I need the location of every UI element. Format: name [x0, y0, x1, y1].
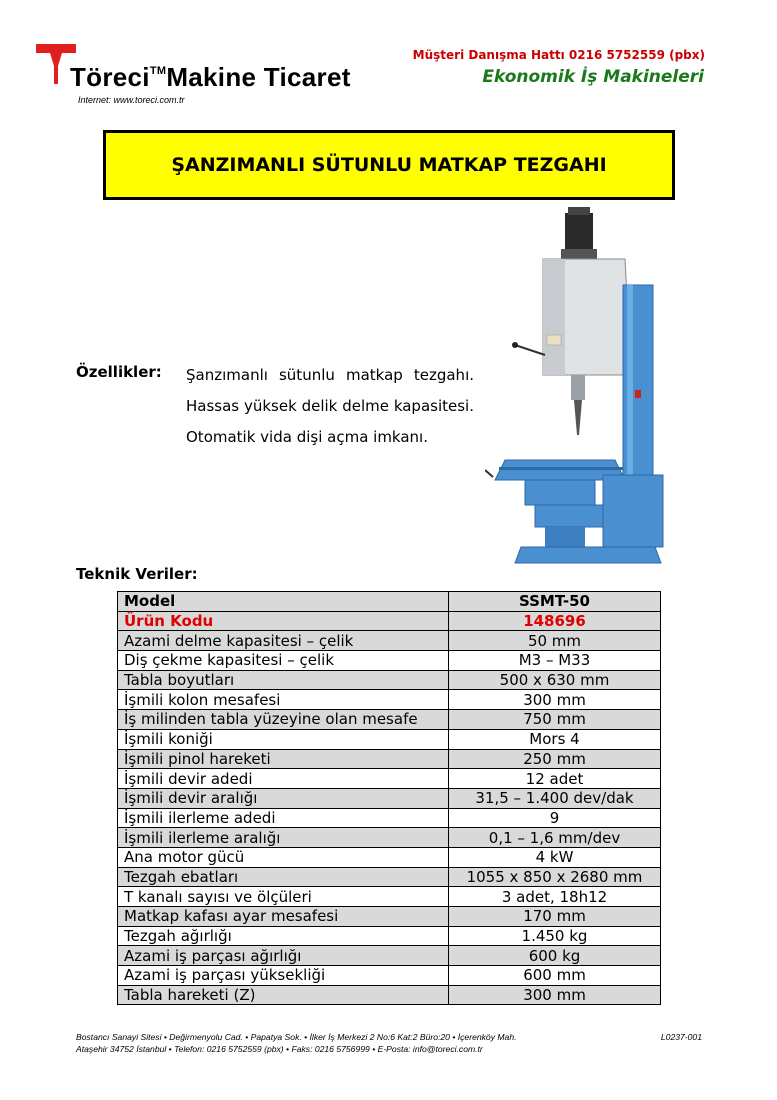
- website-link[interactable]: Internet: www.toreci.com.tr: [78, 95, 185, 105]
- spec-row: [118, 788, 661, 808]
- spec-row: [118, 769, 661, 789]
- brand-first: Töreci: [70, 62, 150, 92]
- spec-value: 500 x 630 mm: [449, 670, 661, 690]
- spec-row: [118, 749, 661, 769]
- spec-value: Mors 4: [449, 729, 661, 749]
- spec-row: [118, 808, 661, 828]
- spec-value: 750 mm: [449, 710, 661, 730]
- spec-label: Azami delme kapasitesi – çelik: [118, 631, 449, 651]
- spec-row: [118, 867, 661, 887]
- spec-row: [118, 966, 661, 986]
- spec-label: Azami iş parçası yüksekliği: [118, 966, 449, 986]
- spec-value: 300 mm: [449, 985, 661, 1005]
- spec-row: [118, 828, 661, 848]
- spec-value: 250 mm: [449, 749, 661, 769]
- spec-label: Tezgah ağırlığı: [118, 926, 449, 946]
- spec-label: İşmili devir adedi: [118, 769, 449, 789]
- spec-value: 3 adet, 18h12: [449, 887, 661, 907]
- page-title: ŞANZIMANLI SÜTUNLU MATKAP TEZGAHI: [171, 154, 607, 176]
- spec-label: Tabla hareketi (Z): [118, 985, 449, 1005]
- spec-label: Tezgah ebatları: [118, 867, 449, 887]
- spec-row: [118, 847, 661, 867]
- spec-code-value: 148696: [449, 611, 661, 631]
- spec-label: Ana motor gücü: [118, 847, 449, 867]
- spec-value: 0,1 – 1,6 mm/dev: [449, 828, 661, 848]
- spec-value: 1055 x 850 x 2680 mm: [449, 867, 661, 887]
- spec-label: İşmili devir aralığı: [118, 788, 449, 808]
- spec-row: [118, 985, 661, 1005]
- spec-label: İşmili ilerleme aralığı: [118, 828, 449, 848]
- brand-name: [70, 62, 351, 93]
- spec-value: 300 mm: [449, 690, 661, 710]
- spec-label: Azami iş parçası ağırlığı: [118, 946, 449, 966]
- spec-value: 9: [449, 808, 661, 828]
- drill-press-image: [485, 205, 675, 575]
- spec-label: Diş çekme kapasitesi – çelik: [118, 651, 449, 671]
- spec-label: Matkap kafası ayar mesafesi: [118, 907, 449, 927]
- spec-row: [118, 690, 661, 710]
- footer-address-line2: Ataşehir 34752 İstanbul • Telefon: 0216 5752559 (pbx) • Faks: 0216 5756999 • E-Posta: info@toreci.com.tr: [76, 1044, 483, 1054]
- spec-label: İşmili kolon mesafesi: [118, 690, 449, 710]
- footer-address-line1: Bostancı Sanayi Sitesi • Değirmenyolu Cad. • Papatya Sok. • İlker İş Merkezi 2 No:6 Kat:2 Büro:20 • İçerenköy Mah.: [76, 1032, 517, 1042]
- spec-header-row: [118, 592, 661, 612]
- spec-row: [118, 946, 661, 966]
- title-box: [103, 130, 675, 200]
- spec-table: [117, 591, 661, 1005]
- spec-value: 4 kW: [449, 847, 661, 867]
- spec-row: [118, 729, 661, 749]
- spec-row: [118, 631, 661, 651]
- spec-value: 1.450 kg: [449, 926, 661, 946]
- spec-row: [118, 710, 661, 730]
- trademark: TM: [149, 65, 167, 77]
- spec-code-label: Ürün Kodu: [118, 611, 449, 631]
- spec-value: 600 kg: [449, 946, 661, 966]
- spec-label: İşmili koniği: [118, 729, 449, 749]
- company-slogan: Ekonomik İş Makineleri: [482, 67, 704, 87]
- features-label: Özellikler:: [76, 363, 162, 381]
- spec-header-value: SSMT-50: [449, 592, 661, 612]
- spec-header-label: Model: [118, 592, 449, 612]
- spec-row: [118, 887, 661, 907]
- spec-value: 600 mm: [449, 966, 661, 986]
- document-number: L0237-001: [660, 1032, 702, 1042]
- spec-row: [118, 907, 661, 927]
- spec-value: M3 – M33: [449, 651, 661, 671]
- spec-value: 31,5 – 1.400 dev/dak: [449, 788, 661, 808]
- spec-label: İş milinden tabla yüzeyine olan mesafe: [118, 710, 449, 730]
- spec-value: 170 mm: [449, 907, 661, 927]
- spec-row: [118, 651, 661, 671]
- spec-label: T kanalı sayısı ve ölçüleri: [118, 887, 449, 907]
- spec-value: 12 adet: [449, 769, 661, 789]
- spec-label: İşmili ilerleme adedi: [118, 808, 449, 828]
- spec-label: Tabla boyutları: [118, 670, 449, 690]
- features-text: Şanzımanlı sütunlu matkap tezgahı. Hassas yüksek delik delme kapasitesi. Otomatik vida dişi açma imkanı.: [186, 366, 474, 446]
- spec-value: 50 mm: [449, 631, 661, 651]
- technical-data-label: Teknik Veriler:: [76, 565, 198, 583]
- customer-hotline: Müşteri Danışma Hattı 0216 5752559 (pbx): [412, 48, 705, 62]
- spec-code-row: [118, 611, 661, 631]
- brand-rest: Makine Ticaret: [166, 62, 351, 92]
- spec-row: [118, 926, 661, 946]
- spec-label: İşmili pinol hareketi: [118, 749, 449, 769]
- spec-row: [118, 670, 661, 690]
